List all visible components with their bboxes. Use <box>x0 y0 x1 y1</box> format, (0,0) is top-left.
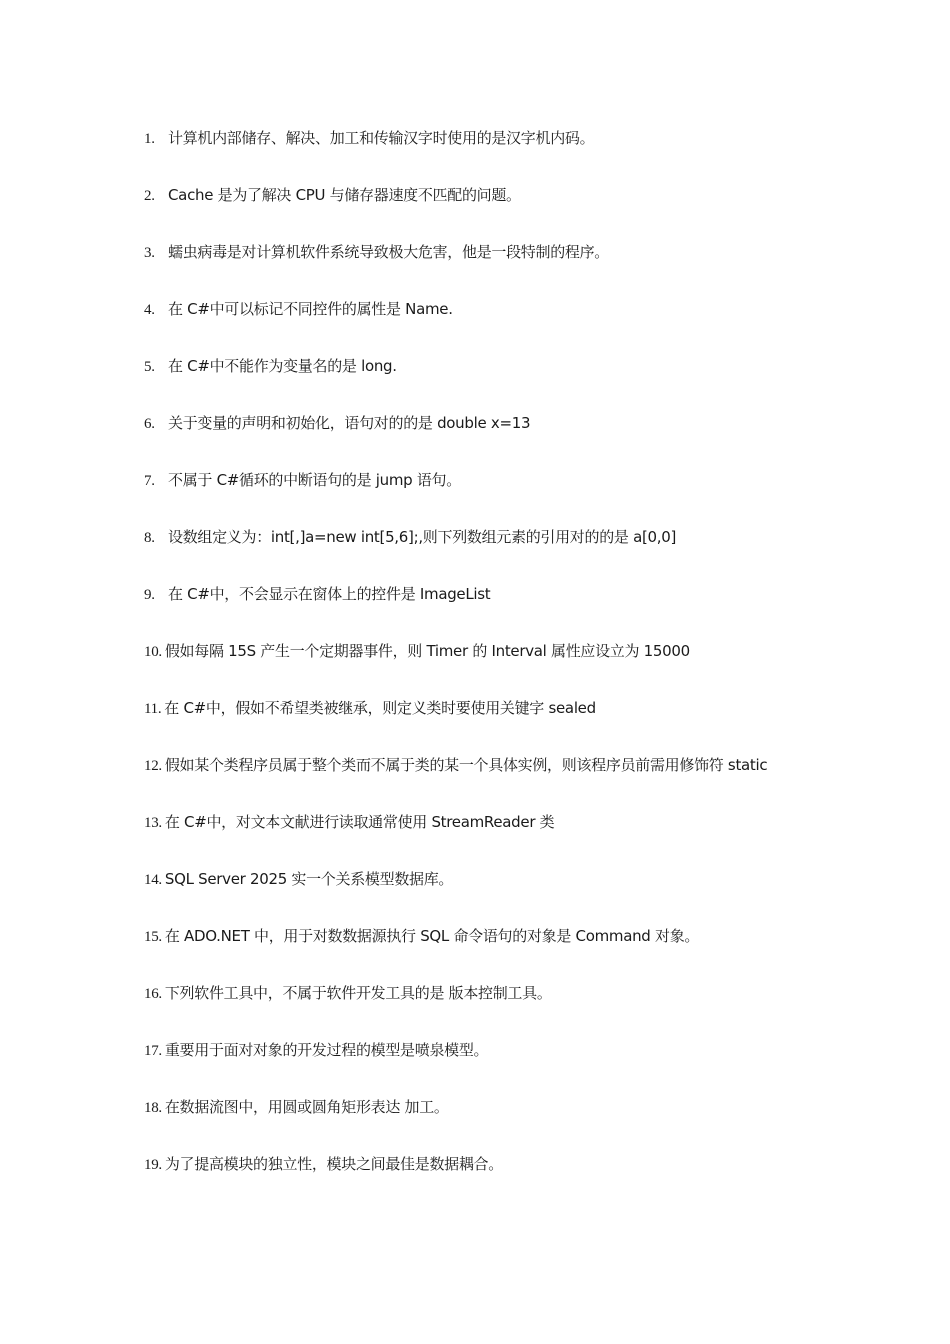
item-text: 假如某个类程序员属于整个类而不属于类的某一个具体实例，则该程序员前需用修饰符 static <box>164 756 768 774</box>
item-text: 下列软件工具中，不属于软件开发工具的是 版本控制工具。 <box>164 984 552 1002</box>
item-text: 设数组定义为：int[,]a=new int[5,6];,则下列数组元素的引用对的的是 a[0,0] <box>168 528 677 546</box>
item-number: 7. <box>144 473 155 489</box>
list-item <box>144 181 812 210</box>
list-item <box>144 523 812 552</box>
list-item <box>144 580 812 609</box>
list-item <box>144 979 812 1008</box>
list-item <box>144 694 812 723</box>
list-item <box>144 1150 812 1179</box>
item-number: 3. <box>144 245 155 261</box>
item-text: 重要用于面对对象的开发过程的模型是喷泉模型。 <box>164 1041 489 1059</box>
item-number: 16. <box>144 986 162 1002</box>
list-item <box>144 352 812 381</box>
item-text: Cache 是为了解决 CPU 与储存器速度不匹配的问题。 <box>168 186 521 204</box>
list-item <box>144 922 812 951</box>
item-text: 在 C#中不能作为变量名的是 long. <box>168 357 397 375</box>
item-number: 17. <box>144 1043 162 1059</box>
item-number: 13. <box>144 815 162 831</box>
list-item <box>144 1093 812 1122</box>
list-item <box>144 124 812 153</box>
item-text: 在数据流图中，用圆或圆角矩形表达 加工。 <box>164 1098 449 1116</box>
item-text: 在 C#中，不会显示在窗体上的控件是 ImageList <box>168 585 491 603</box>
item-text: 在 ADO.NET 中，用于对数数据源执行 SQL 命令语句的对象是 Command 对象。 <box>164 927 700 945</box>
list-item <box>144 1036 812 1065</box>
item-number: 8. <box>144 530 155 546</box>
item-number: 19. <box>144 1157 162 1173</box>
item-text: SQL Server 2025 实一个关系模型数据库。 <box>164 870 454 888</box>
item-number: 6. <box>144 416 155 432</box>
item-text: 蠕虫病毒是对计算机软件系统导致极大危害，他是一段特制的程序。 <box>168 243 610 261</box>
list-item <box>144 808 812 837</box>
item-number: 10. <box>144 644 162 660</box>
item-number: 11. <box>144 701 162 717</box>
item-text: 在 C#中可以标记不同控件的属性是 Name. <box>168 300 453 318</box>
item-text: 假如每隔 15S 产生一个定期器事件，则 Timer 的 Interval 属性应设立为 15000 <box>164 642 690 660</box>
list-item <box>144 466 812 495</box>
list-item <box>144 238 812 267</box>
item-number: 14. <box>144 872 162 888</box>
item-number: 5. <box>144 359 155 375</box>
list-item <box>144 744 812 787</box>
list-item <box>144 295 812 324</box>
item-number: 9. <box>144 587 155 603</box>
item-text: 在 C#中，假如不希望类被继承，则定义类时要使用关键字 sealed <box>164 699 596 717</box>
item-number: 4. <box>144 302 155 318</box>
list-item <box>144 637 812 666</box>
item-number: 2. <box>144 188 155 204</box>
item-text: 计算机内部储存、解决、加工和传输汉字时使用的是汉字机内码。 <box>168 129 595 147</box>
item-number: 12. <box>144 758 162 774</box>
item-text: 关于变量的声明和初始化，语句对的的是 double x=13 <box>168 414 531 432</box>
item-number: 18. <box>144 1100 162 1116</box>
item-number: 15. <box>144 929 162 945</box>
item-number: 1. <box>144 131 155 147</box>
item-text: 为了提高模块的独立性，模块之间最佳是数据耦合。 <box>164 1155 503 1173</box>
list-item <box>144 409 812 438</box>
question-list <box>144 124 812 1207</box>
item-text: 在 C#中，对文本文献进行读取通常使用 StreamReader 类 <box>164 813 555 831</box>
item-text: 不属于 C#循环的中断语句的是 jump 语句。 <box>168 471 461 489</box>
list-item <box>144 865 812 894</box>
